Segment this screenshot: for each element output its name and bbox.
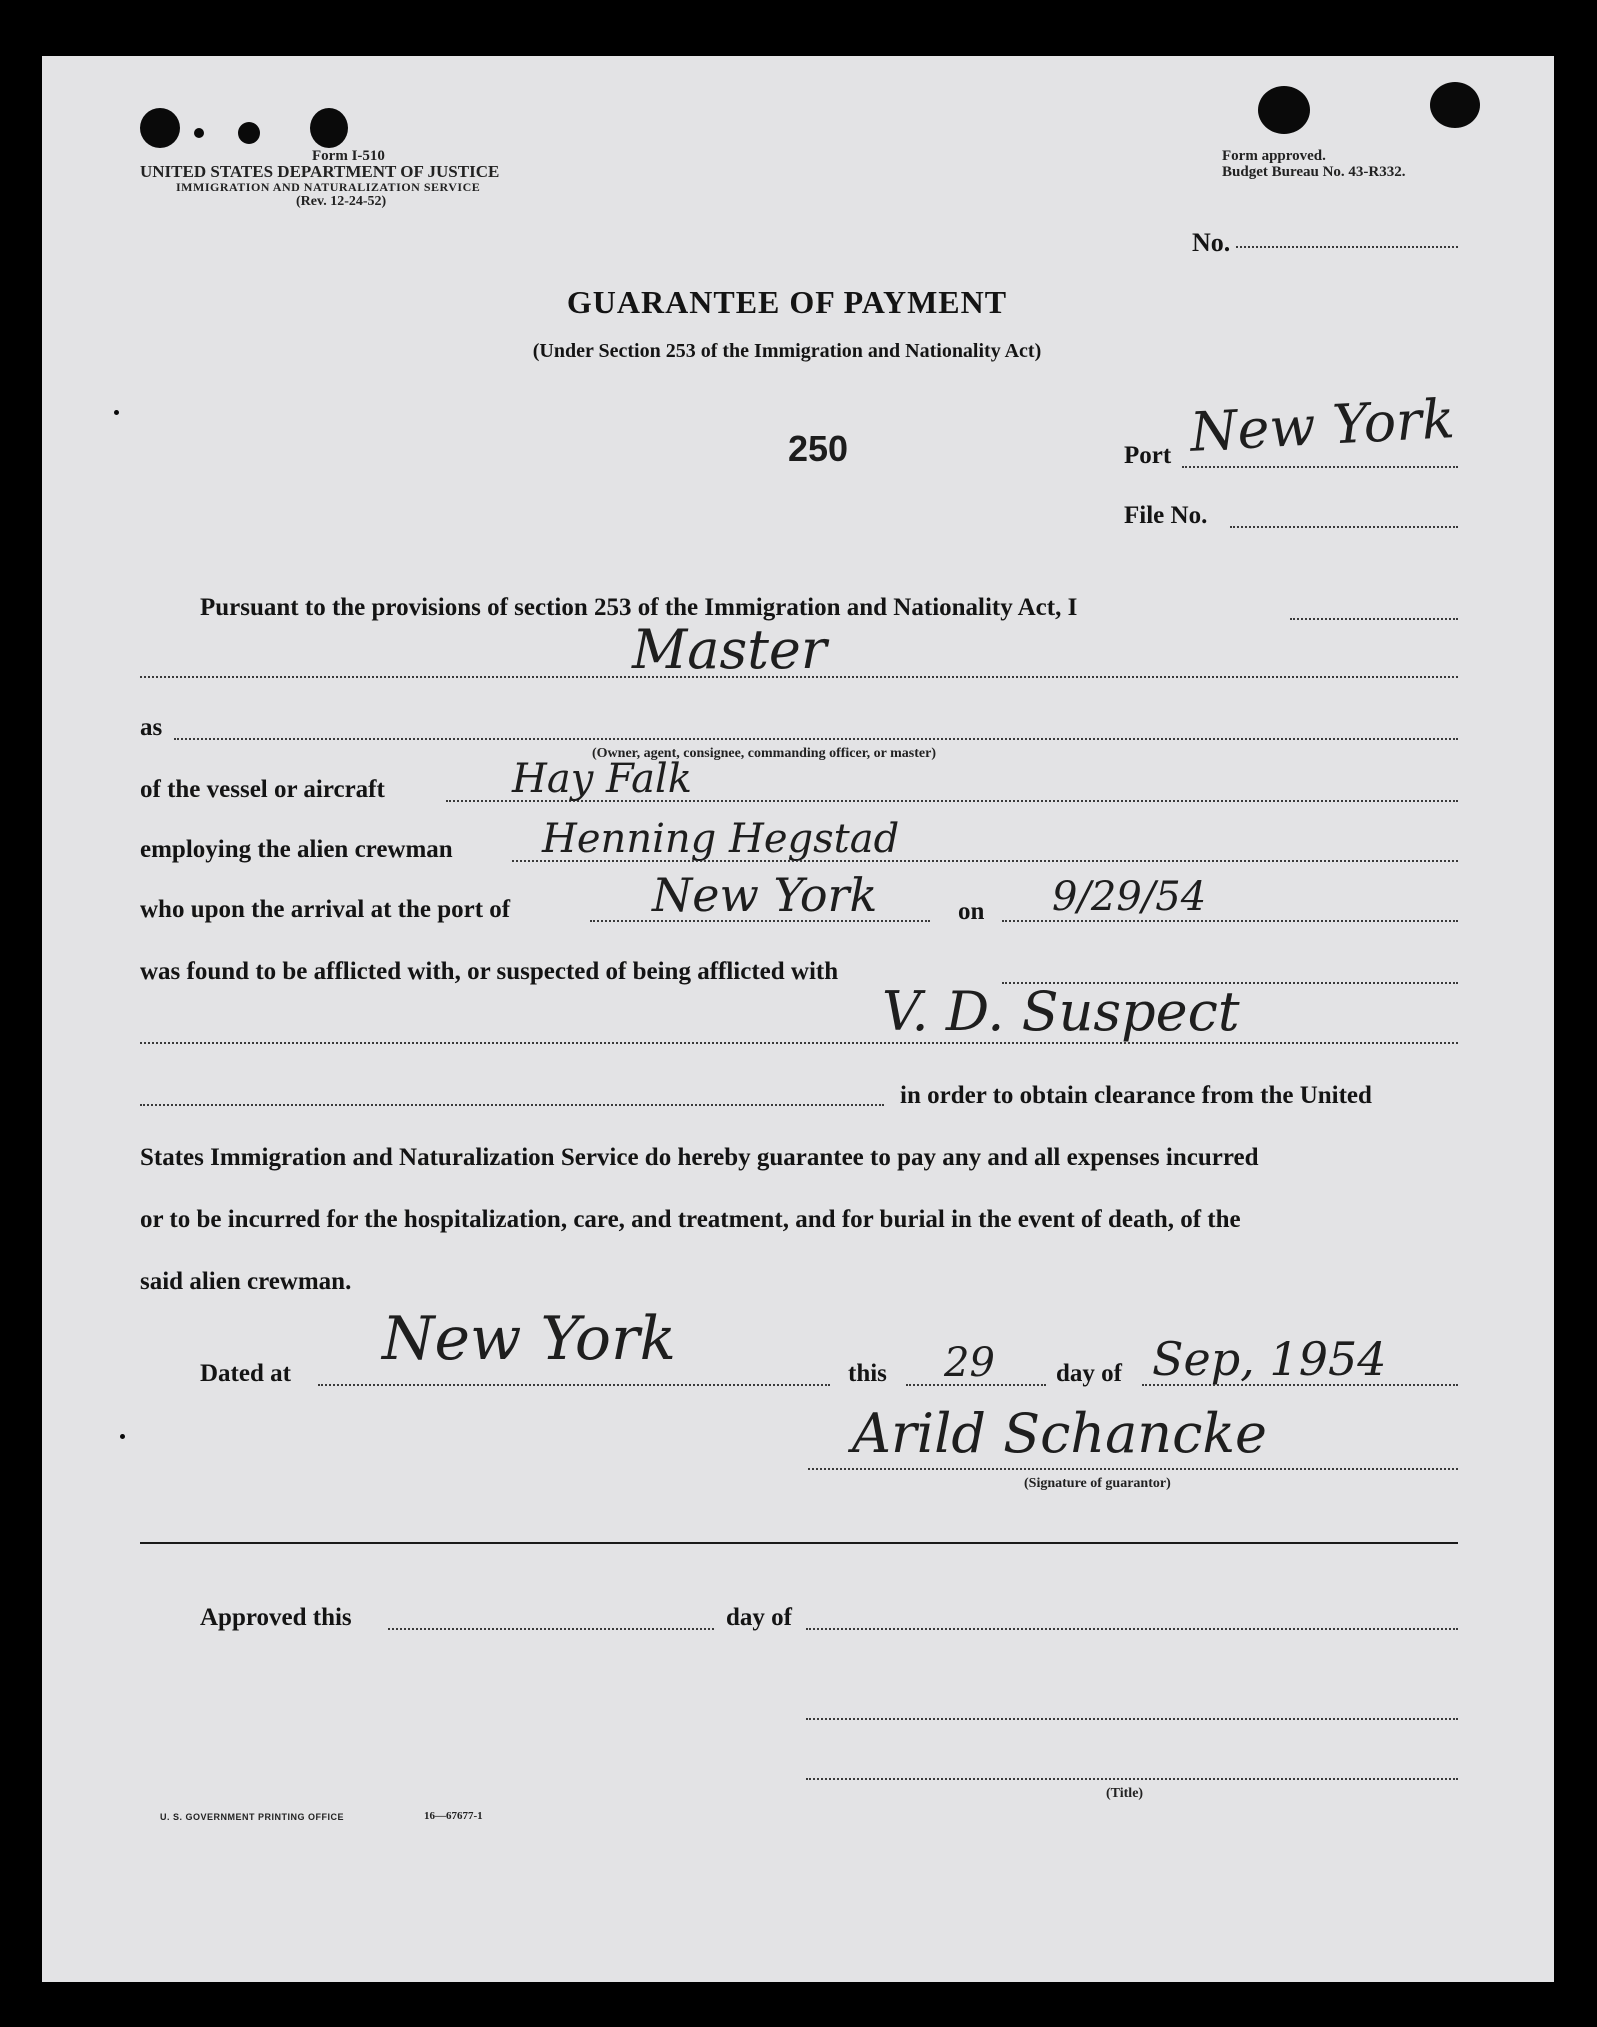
guarantee-paragraph-line3: said alien crewman.: [140, 1268, 352, 1295]
print-code: 16—67677-1: [424, 1810, 483, 1822]
as-label: as: [140, 714, 163, 741]
number-field: [1236, 246, 1458, 248]
form-page: [42, 56, 1554, 1982]
approved-day-field: [388, 1628, 714, 1630]
crewman-label: employing the alien crewman: [140, 836, 453, 863]
day-value: 29: [944, 1340, 995, 1386]
department-name: UNITED STATES DEPARTMENT OF JUSTICE: [140, 162, 500, 181]
ink-blot: [310, 108, 348, 148]
budget-bureau: Budget Bureau No. 43-R332.: [1222, 164, 1406, 180]
form-title: GUARANTEE OF PAYMENT: [566, 284, 1008, 320]
affliction-value: V. D. Suspect: [882, 980, 1240, 1043]
file-no-label: File No.: [1124, 502, 1208, 529]
guarantee-paragraph-line2: or to be incurred for the hospitalization, care, and treatment, and for burial in the event of death, of the: [140, 1206, 1241, 1233]
approved-label: Approved this: [200, 1604, 352, 1631]
day-of-label: day of: [1056, 1360, 1122, 1387]
capacity-field: [174, 738, 1458, 740]
guarantor-field-end: [1290, 618, 1458, 620]
ink-dot: [120, 1434, 125, 1439]
punch-hole: [1258, 86, 1310, 134]
ink-dot: [114, 410, 119, 415]
dated-place-value: New York: [382, 1304, 676, 1374]
section-divider: [140, 1542, 1458, 1544]
port-label: Port: [1124, 442, 1172, 469]
form-revision: (Rev. 12-24-52): [296, 194, 387, 209]
affliction-field: [140, 1042, 1458, 1044]
stamp-number: 250: [788, 428, 849, 469]
ink-blot: [140, 108, 180, 148]
clearance-text: in order to obtain clearance from the United: [900, 1082, 1372, 1109]
approver-signature-field: [806, 1718, 1458, 1720]
signature-field: [808, 1468, 1458, 1470]
approved-month-field: [806, 1628, 1458, 1630]
this-label: this: [848, 1360, 887, 1387]
month-year-value: Sep, 1954: [1152, 1332, 1387, 1386]
vessel-label: of the vessel or aircraft: [140, 776, 385, 803]
ink-blot: [194, 128, 204, 138]
guarantor-name-value: Master: [632, 618, 827, 681]
title-caption: (Title): [1106, 1786, 1144, 1801]
arrival-port-value: New York: [652, 868, 878, 922]
arrival-date-field: [1002, 920, 1458, 922]
port-field: [1182, 466, 1458, 468]
pursuant-text: Pursuant to the provisions of section 253 of the Immigration and Nationality Act, I: [200, 594, 1078, 621]
service-name: IMMIGRATION AND NATURALIZATION SERVICE: [176, 180, 481, 194]
arrival-date-value: 9/29/54: [1052, 874, 1207, 920]
form-number: Form I-510: [312, 148, 385, 164]
ink-blot: [238, 122, 260, 144]
form-subtitle: (Under Section 253 of the Immigration and Nationality Act): [532, 340, 1042, 362]
arrival-label: who upon the arrival at the port of: [140, 896, 511, 923]
afflicted-label: was found to be afflicted with, or suspected of being afflicted with: [140, 958, 839, 985]
dated-label: Dated at: [200, 1360, 291, 1387]
approved-day-of-label: day of: [726, 1604, 792, 1631]
crewman-value: Henning Hegstad: [542, 816, 900, 862]
port-value: New York: [1188, 387, 1457, 464]
dated-place-field: [318, 1384, 830, 1386]
number-label: No.: [1192, 228, 1231, 257]
affliction-field-2: [140, 1104, 884, 1106]
form-approved: Form approved.: [1222, 148, 1326, 164]
printing-office: U. S. GOVERNMENT PRINTING OFFICE: [160, 1812, 345, 1822]
approver-title-field: [806, 1778, 1458, 1780]
vessel-value: Hay Falk: [512, 756, 692, 802]
on-label: on: [958, 898, 985, 925]
signature-caption: (Signature of guarantor): [1024, 1476, 1171, 1491]
guarantee-paragraph-line1: States Immigration and Naturalization Service do hereby guarantee to pay any and all expenses incurred: [140, 1144, 1259, 1171]
punch-hole: [1430, 82, 1480, 128]
guarantor-signature: Arild Schancke: [852, 1402, 1267, 1465]
file-no-field: [1230, 526, 1458, 528]
capacity-caption: (Owner, agent, consignee, commanding officer, or master): [592, 746, 936, 761]
